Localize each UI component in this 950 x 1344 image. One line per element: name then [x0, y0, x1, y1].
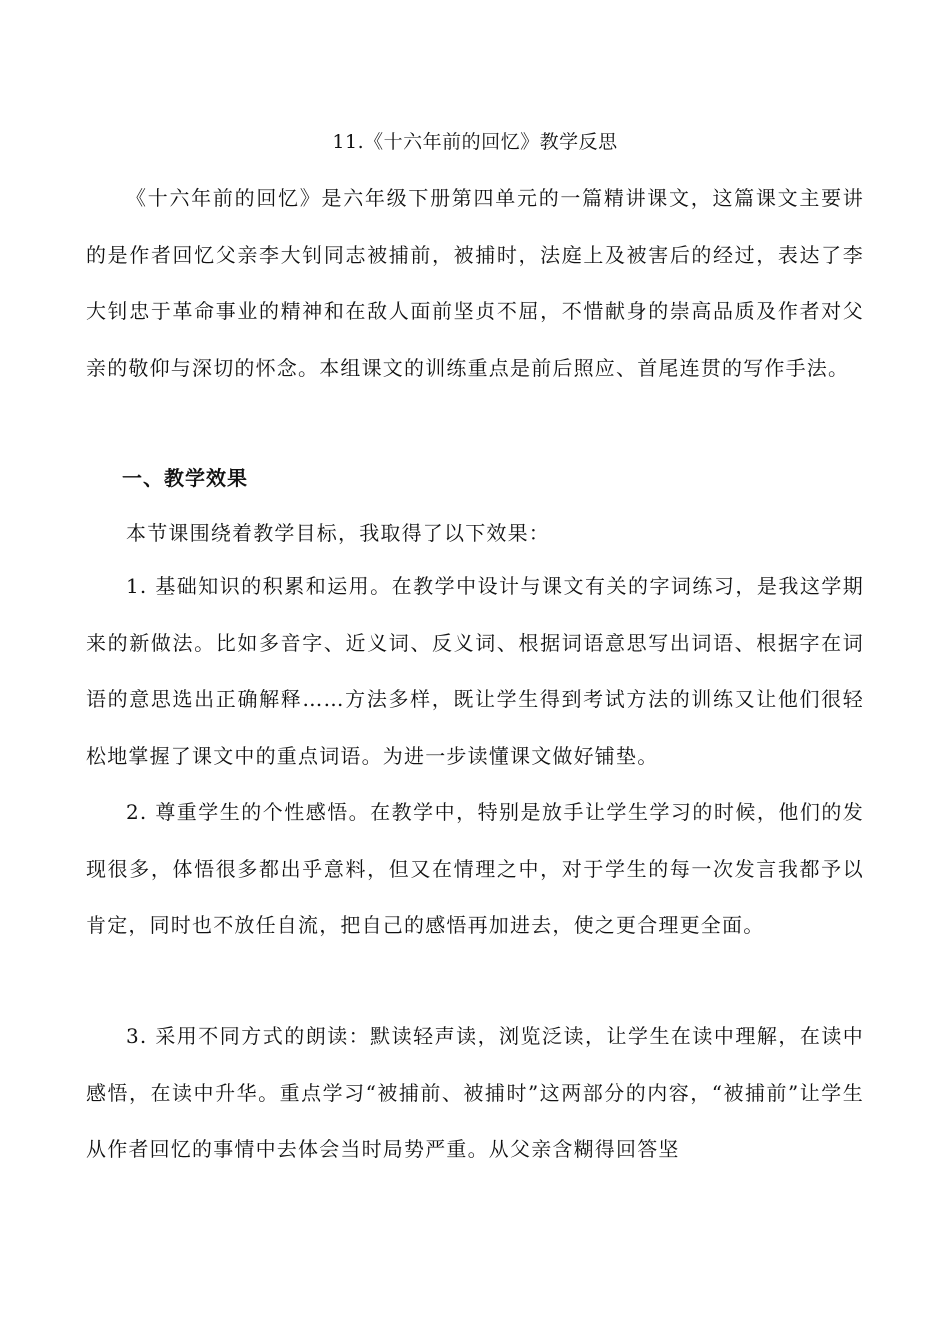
section-heading: 一、教学效果 — [122, 466, 248, 490]
summary-paragraph: 本节课围绕着教学目标，我取得了以下效果： — [126, 521, 550, 545]
list-item-1: 1. 基础知识的积累和运用。在教学中设计与课文有关的字词练习，是我这学期来的新做法。比如多音字、近义词、反义词、根据词语意思写出词语、根据字在词语的意思选出正确解释……方法多样，既让学生得到考试方法的训练又让他们很轻松地掌握了课文中的重点词语。为进一步读懂课文做好铺垫。 — [86, 574, 864, 768]
document-title: 11.《十六年前的回忆》教学反思 — [332, 131, 618, 153]
list-item-2: 2. 尊重学生的个性感悟。在教学中，特别是放手让学生学习的时候，他们的发现很多，体悟很多都出乎意料，但又在情理之中，对于学生的每一次发言我都予以肯定，同时也不放任自流，把自己的感悟再加进去，使之更合理更全面。 — [86, 800, 864, 937]
list-item-3: 3. 采用不同方式的朗读：默读轻声读，浏览泛读，让学生在读中理解，在读中感悟，在读中升华。重点学习“被捕前、被捕时”这两部分的内容，“被捕前”让学生从作者回忆的事情中去体会当时局势严重。从父亲含糊得回答坚 — [86, 1024, 864, 1161]
intro-paragraph: 《十六年前的回忆》是六年级下册第四单元的一篇精讲课文，这篇课文主要讲的是作者回忆父亲李大钊同志被捕前，被捕时，法庭上及被害后的经过，表达了李大钊忠于革命事业的精神和在敌人面前坚贞不屈，不惜献身的崇高品质及作者对父亲的敬仰与深切的怀念。本组课文的训练重点是前后照应、首尾连贯的写作手法。 — [86, 186, 864, 380]
